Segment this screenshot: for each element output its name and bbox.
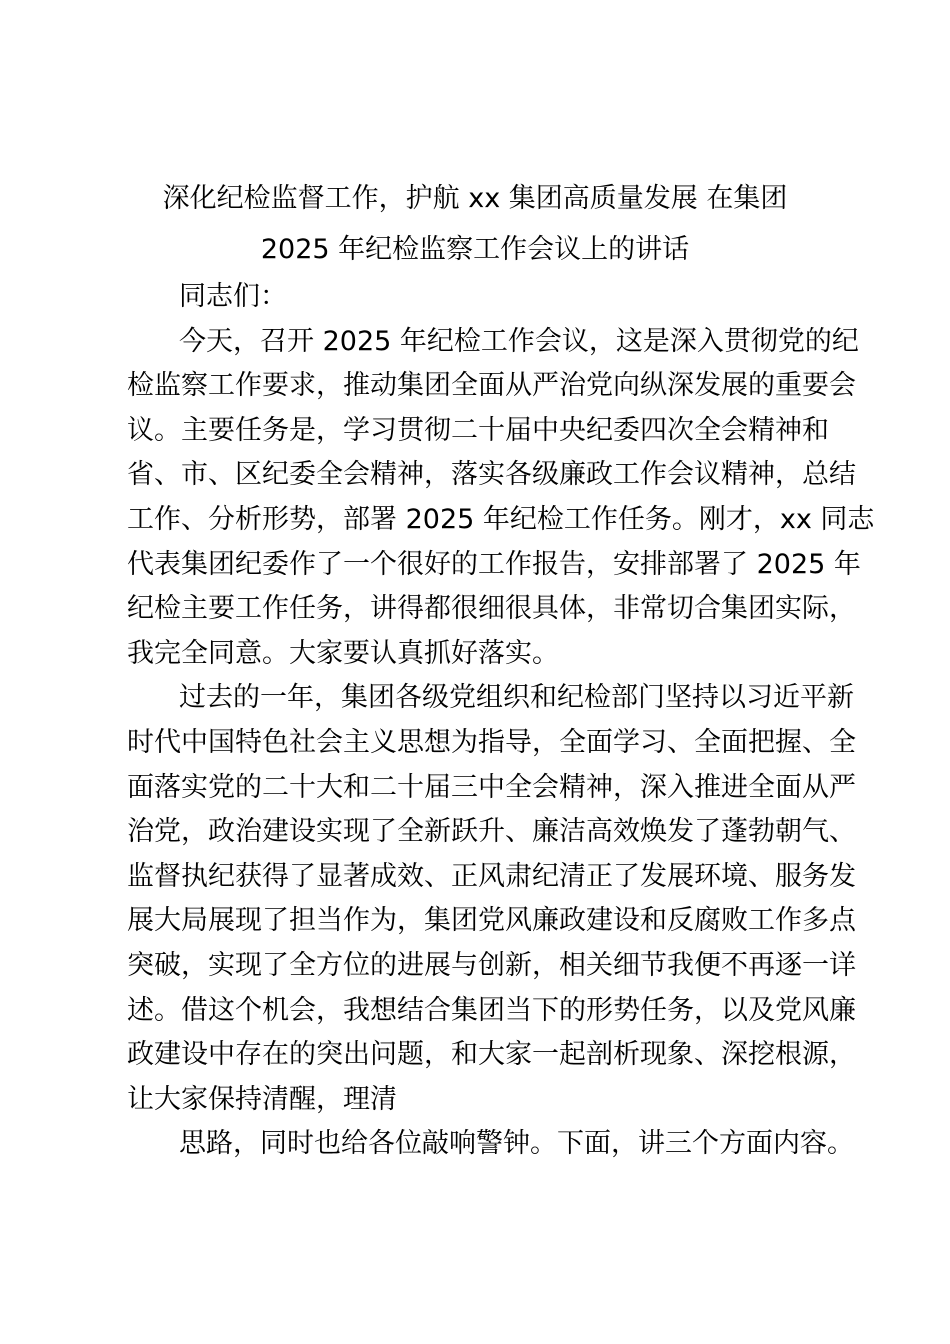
paragraph-2-line: 时代中国特色社会主义思想为指导，全面学习、全面把握、全 (127, 727, 856, 758)
paragraph-1-line: 检监察工作要求，推动集团全面从严治党向纵深发展的重要会 (127, 370, 856, 401)
paragraph-1-line: 代表集团纪委作了一个很好的工作报告，安排部署了 2025 年 (127, 549, 861, 580)
paragraph-1-line: 纪检主要工作任务，讲得都很细很具体，非常切合集团实际， (127, 593, 856, 624)
paragraph-2-line: 治党，政治建设实现了全新跃升、廉洁高效焕发了蓬勃朝气、 (127, 816, 856, 847)
paragraph-1-line: 省、市、区纪委全会精神，落实各级廉政工作会议精神，总结 (127, 459, 856, 490)
document-title-line-1: 深化纪检监督工作，护航 xx 集团高质量发展 在集团 (162, 183, 788, 214)
paragraph-2-line: 政建设中存在的突出问题，和大家一起剖析现象、深挖根源， (127, 1039, 856, 1070)
paragraph-2-line: 过去的一年，集团各级党组织和纪检部门坚持以习近平新 (179, 682, 854, 713)
paragraph-1-line: 今天，召开 2025 年纪检工作会议，这是深入贯彻党的纪 (179, 326, 859, 357)
salutation: 同志们： (179, 281, 287, 312)
paragraph-2-line: 面落实党的二十大和二十届三中全会精神，深入推进全面从严 (127, 772, 856, 803)
paragraph-2-line: 述。借这个机会，我想结合集团当下的形势任务，以及党风廉 (127, 995, 856, 1026)
paragraph-2-line: 突破，实现了全方位的进展与创新，相关细节我便不再逐一详 (127, 950, 856, 981)
paragraph-1-line: 议。主要任务是，学习贯彻二十届中央纪委四次全会精神和 (127, 415, 829, 446)
paragraph-2-line: 展大局展现了担当作为，集团党风廉政建设和反腐败工作多点 (127, 905, 856, 936)
paragraph-1-line: 我完全同意。大家要认真抓好落实。 (127, 638, 559, 669)
paragraph-3-line: 思路，同时也给各位敲响警钟。下面，讲三个方面内容。 (179, 1128, 854, 1159)
paragraph-2-line: 让大家保持清醒，理清 (127, 1084, 397, 1115)
paragraph-2-line: 监督执纪获得了显著成效、正风肃纪清正了发展环境、服务发 (127, 861, 856, 892)
paragraph-1-line: 工作、分析形势，部署 2025 年纪检工作任务。刚才，xx 同志 (127, 504, 875, 535)
document-title-line-2: 2025 年纪检监察工作会议上的讲话 (260, 234, 690, 265)
